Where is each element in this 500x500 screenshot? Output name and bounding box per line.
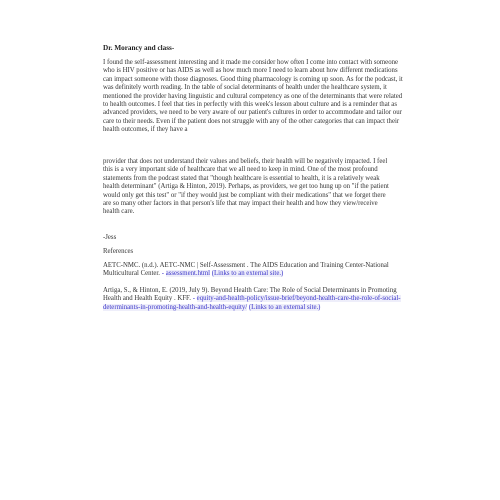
salutation: Dr. Morancy and class- bbox=[103, 44, 175, 52]
reference-2-text: Artiga, S., & Hinton, E. (2019, July 9). Beyond Health Care: The Role of Social Determinants in Promoting Health and Health Equity . KFF. bbox=[103, 287, 397, 303]
post-paragraph-1: I found the self-assessment interesting and it made me consider how often I come into contact with someone who is HIV positive or has AIDS as well as how much more I need to learn about how different medications can impact someone with those diagnoses. Good thing pharmacology is coming up soon. As for the podcast, it was definitely worth reading. In the table of social determinants of health under the healthcare system, it mentioned the provider having linguistic and cultural competency as one of the determinants that were related to health outcomes. I feel that ties in perfectly with this week's lesson about culture and is a reminder that as advanced providers, we need to be very aware of our patient's cultures in order to accommodate and tailor our care to their needs. Even if the patient does not struggle with any of the other categories that can impact their health outcomes, if they have a bbox=[103, 59, 403, 134]
reference-1 bbox=[103, 262, 408, 279]
reference-1-dash[interactable]: - bbox=[161, 270, 164, 278]
reference-2-external-link[interactable]: (Links to an external site.) bbox=[248, 303, 321, 311]
post-paragraph-2: provider that does not understand their values and beliefs, their health will be negatively impacted. I feel this is a very important side of healthcare that we all need to keep in mind. One of the most profound statements from the podcast stated that "though healthcare is essential to health, it is a relatively weak health determinant" (Artiga & Hinton, 2019). Perhaps, as providers, we get too hung up on "if the patient would only get this test" or "if they would just be compliant with their medications" that we forget there are so many other factors in that person's life that may impact their health and how they view/receive health care. bbox=[103, 158, 389, 216]
signature: -Jess bbox=[103, 234, 117, 241]
reference-1-link[interactable]: assessment.html bbox=[165, 270, 211, 278]
references-heading: References bbox=[103, 248, 134, 255]
reference-2 bbox=[103, 287, 408, 312]
reference-1-external-link[interactable]: (Links to an external site.) bbox=[211, 270, 284, 278]
reference-1-text: AETC-NMC. (n.d.). AETC-NMC | Self-Assessment . The AIDS Education and Training Center-National Multicultural Center. bbox=[103, 262, 389, 278]
reference-2-link[interactable]: equity-and-health-policy/issue-brief/beyond-health-care-the-role-of-social-determinants-in-promoting-health-and-health-equity/ bbox=[103, 295, 401, 311]
reference-2-dash[interactable]: - bbox=[192, 295, 195, 303]
